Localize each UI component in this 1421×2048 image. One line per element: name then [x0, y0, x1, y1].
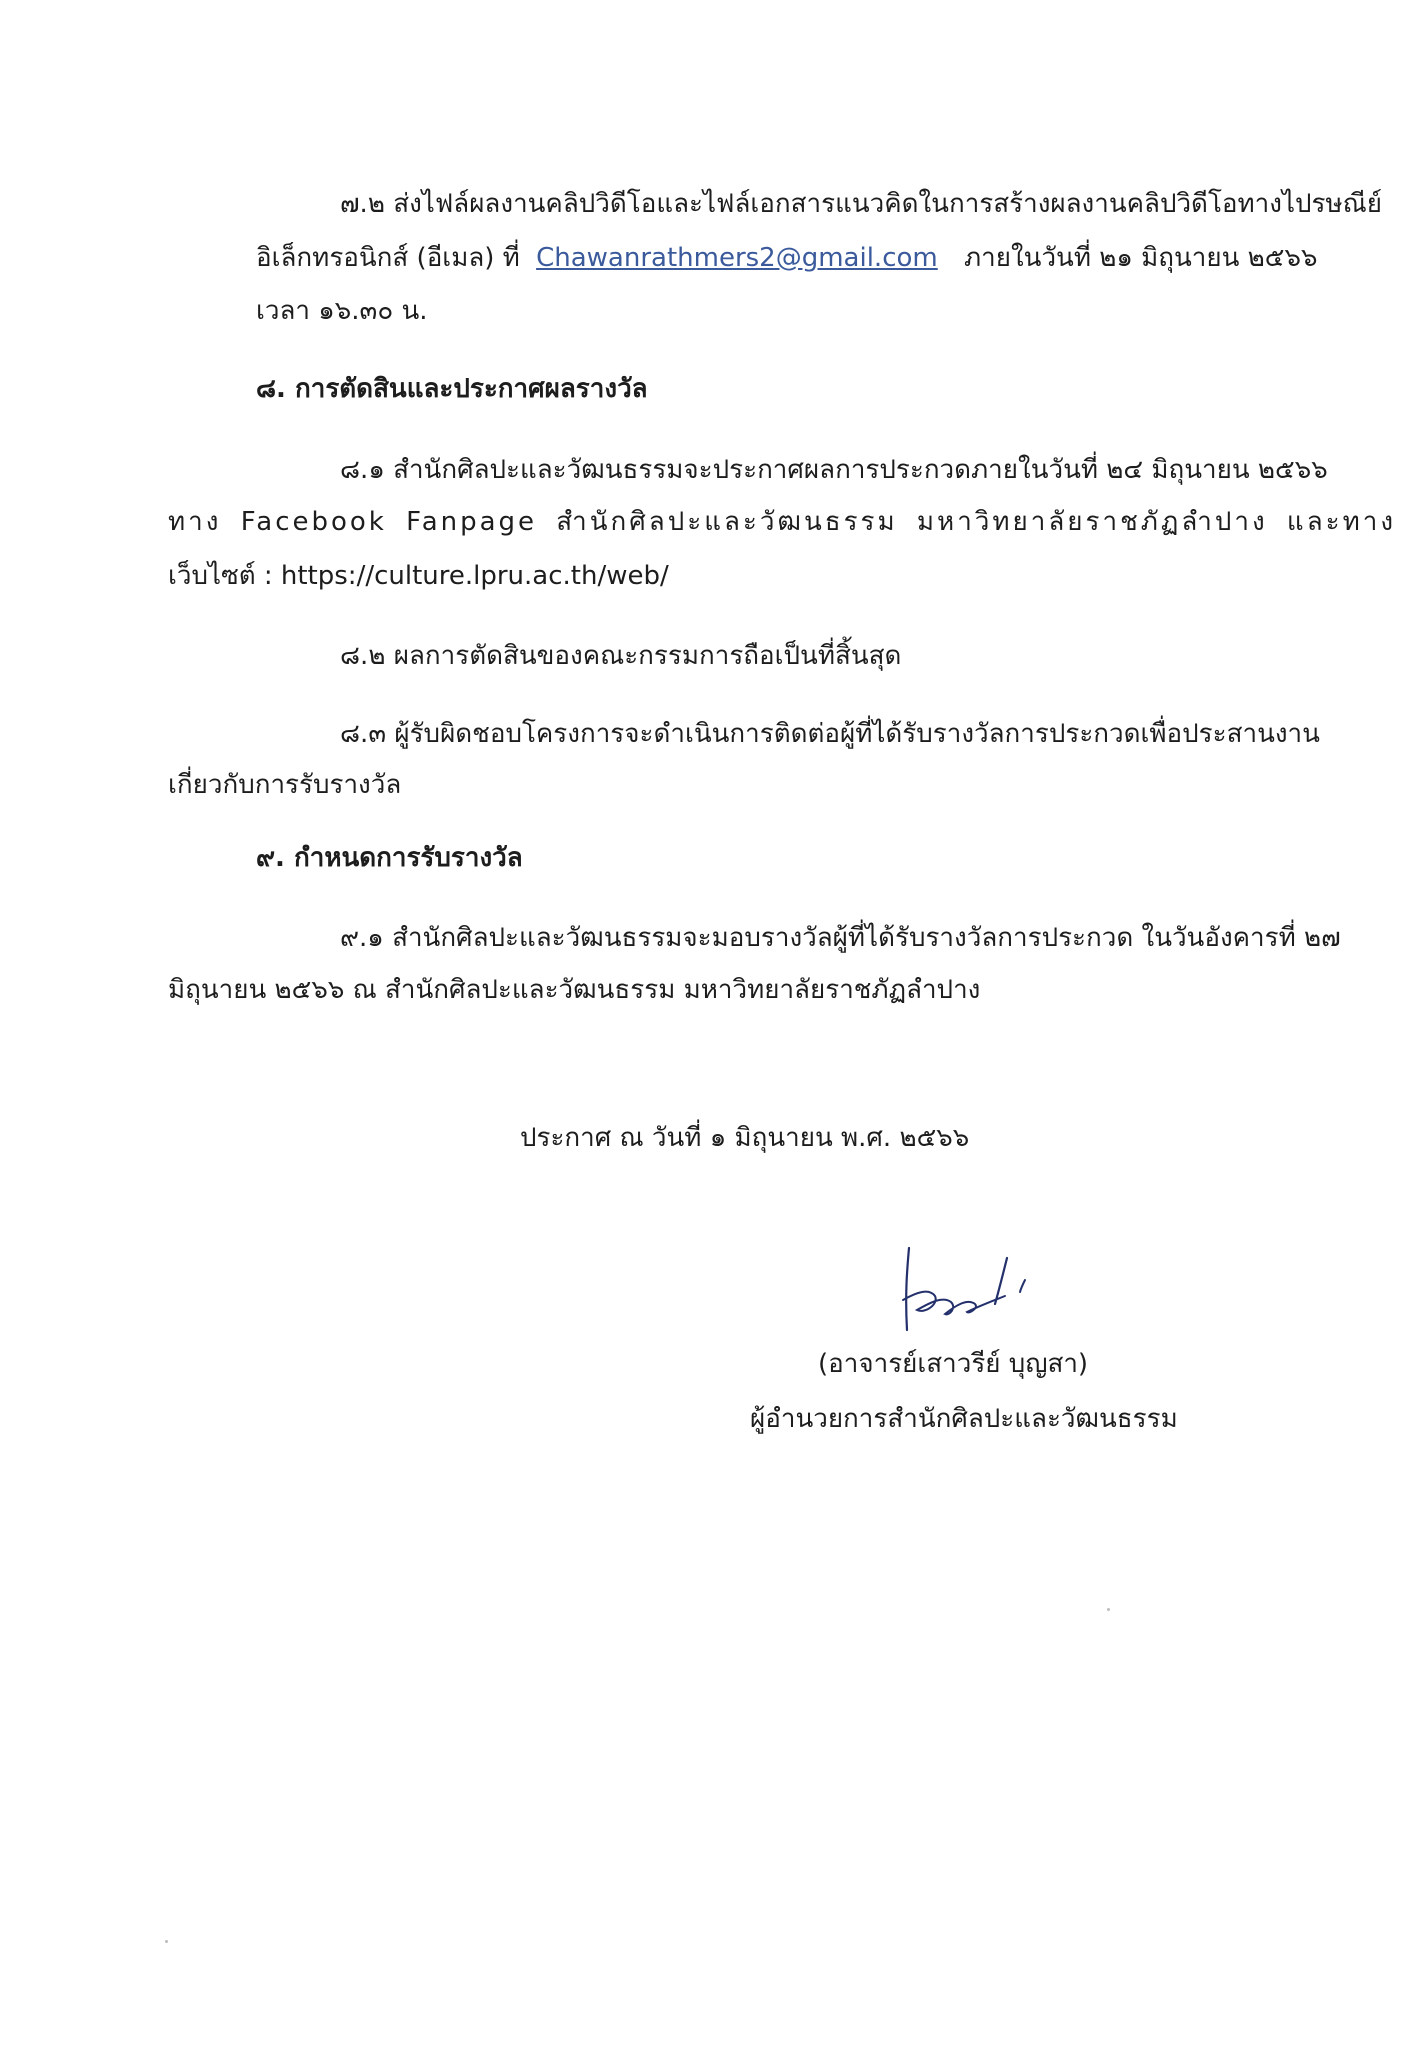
email-link[interactable]: Chawanrathmers2@gmail.com [536, 243, 938, 273]
scan-speck [165, 1940, 168, 1943]
announce-date: ประกาศ ณ วันที่ ๑ มิถุนายน พ.ศ. ๒๕๖๖ [520, 1123, 970, 1153]
signer-title: ผู้อำนวยการสำนักศิลปะและวัฒนธรรม [750, 1404, 1178, 1434]
sec7-p2-line1: ๗.๒ ส่งไฟล์ผลงานคลิปวิดีโอและไฟล์เอกสารแนวคิดในการสร้างผลงานคลิปวิดีโอทางไปรษณีย์ [340, 189, 1382, 219]
sec7-p2-line2-prefix: อิเล็กทรอนิกส์ (อีเมล) ที่ [256, 243, 520, 273]
sec7-p2-line2 [256, 238, 1317, 278]
signature-image [895, 1240, 1075, 1350]
signer-name: (อาจารย์เสาวรีย์ บุญสา) [818, 1349, 1089, 1379]
sec8-p3-line2: เกี่ยวกับการรับรางวัล [168, 770, 402, 800]
sec7-p2-line2-suffix: ภายในวันที่ ๒๑ มิถุนายน ๒๕๖๖ [964, 243, 1318, 273]
sec8-p2: ๘.๒ ผลการตัดสินของคณะกรรมการถือเป็นที่สิ้นสุด [340, 641, 902, 671]
sec8-p1-line1: ๘.๑ สำนักศิลปะและวัฒนธรรมจะประกาศผลการประกวดภายในวันที่ ๒๔ มิถุนายน ๒๕๖๖ [340, 455, 1328, 485]
sec8-p1-line3: เว็บไซต์ : https://culture.lpru.ac.th/web/ [168, 561, 669, 591]
sec7-p2-line3: เวลา ๑๖.๓๐ น. [256, 296, 428, 326]
sec9-heading: ๙. กำหนดการรับรางวัล [256, 843, 523, 873]
sec8-p3-line1: ๘.๓ ผู้รับผิดชอบโครงการจะดำเนินการติดต่อผู้ที่ได้รับรางวัลการประกวดเพื่อประสานงาน [340, 719, 1320, 749]
sec9-p1-line2: มิถุนายน ๒๕๖๖ ณ สำนักศิลปะและวัฒนธรรม มหาวิทยาลัยราชภัฏลำปาง [168, 975, 981, 1005]
sec8-p1-line2: ทาง Facebook Fanpage สำนักศิลปะและวัฒนธรรม มหาวิทยาลัยราชภัฏลำปาง และทาง [168, 507, 1397, 537]
scan-speck [1107, 1608, 1110, 1611]
sec9-p1-line1: ๙.๑ สำนักศิลปะและวัฒนธรรมจะมอบรางวัลผู้ที่ได้รับรางวัลการประกวด ในวันอังคารที่ ๒๗ [340, 923, 1341, 953]
sec8-heading: ๘. การตัดสินและประกาศผลรางวัล [256, 374, 648, 404]
